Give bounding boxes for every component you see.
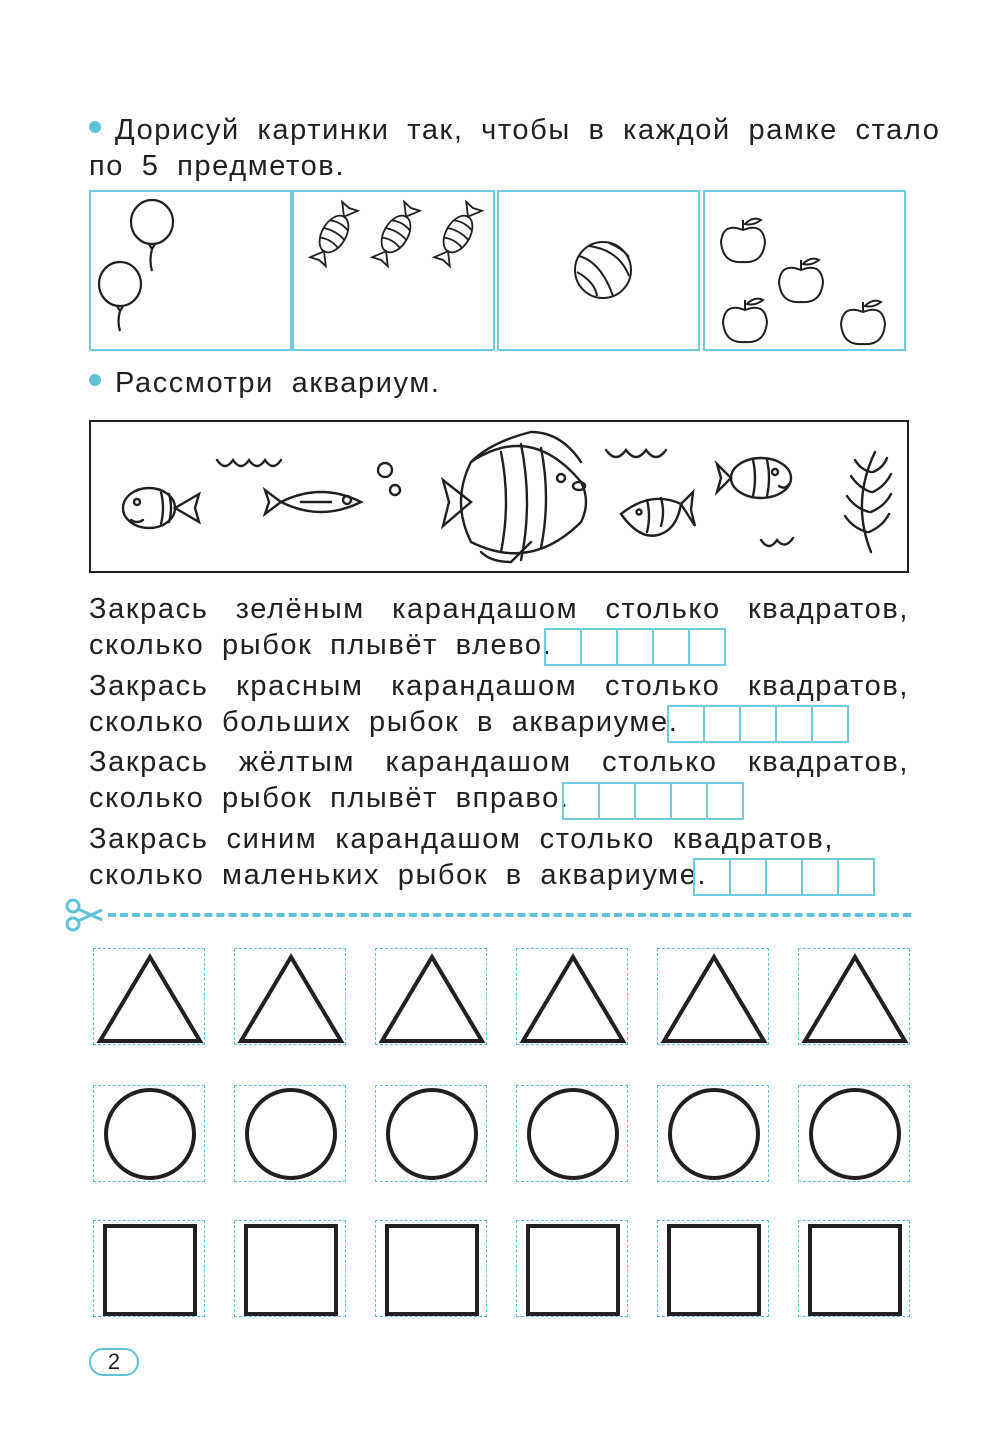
cutout-circle[interactable] xyxy=(93,1085,205,1182)
scissors-icon xyxy=(64,898,104,932)
bubble-icon xyxy=(378,463,392,477)
triangle-shape xyxy=(664,957,764,1041)
cutout-square[interactable] xyxy=(93,1220,205,1317)
answer-box[interactable] xyxy=(729,858,767,896)
cutout-square[interactable] xyxy=(375,1220,487,1317)
answer-box[interactable] xyxy=(544,628,582,666)
aquarium-picture xyxy=(89,420,909,573)
candy-icon xyxy=(370,200,423,267)
wave-icon xyxy=(761,538,793,546)
answer-box[interactable] xyxy=(670,782,708,820)
square-shape xyxy=(105,1226,195,1314)
question1-line2: сколько рыбок плывёт влево. xyxy=(89,629,553,661)
answer-box[interactable] xyxy=(765,858,803,896)
circle-shape xyxy=(811,1090,899,1178)
answer-box[interactable] xyxy=(580,628,618,666)
cutout-triangle[interactable] xyxy=(234,948,346,1045)
fish-icon xyxy=(265,490,361,514)
answer-box[interactable] xyxy=(667,705,705,743)
answer-box[interactable] xyxy=(562,782,600,820)
square-shape xyxy=(528,1226,618,1314)
square-shape xyxy=(246,1226,336,1314)
balloon-icon xyxy=(99,262,141,331)
fish-icon xyxy=(621,492,695,536)
square-shape xyxy=(387,1226,477,1314)
cutout-square[interactable] xyxy=(657,1220,769,1317)
question3-line1: Закрась жёлтым карандашом столько квадратов, xyxy=(89,746,909,778)
cutout-circle[interactable] xyxy=(798,1085,910,1182)
wave-icon xyxy=(217,460,281,466)
apple-icon xyxy=(841,301,885,345)
apple-icon xyxy=(779,259,823,303)
cutout-triangle[interactable] xyxy=(516,948,628,1045)
question2-line2: сколько больших рыбок в аквариуме. xyxy=(89,706,679,738)
cutout-circle[interactable] xyxy=(516,1085,628,1182)
answer-box[interactable] xyxy=(739,705,777,743)
answer-boxes-q3[interactable] xyxy=(562,782,744,818)
triangle-shape xyxy=(805,957,905,1041)
answer-boxes-q1[interactable] xyxy=(544,628,726,664)
square-shape xyxy=(810,1226,900,1314)
answer-box[interactable] xyxy=(775,705,813,743)
task1-instruction-line2: по 5 предметов. xyxy=(89,150,345,182)
answer-box[interactable] xyxy=(688,628,726,666)
fish-icon xyxy=(717,458,791,498)
big-fish-icon xyxy=(443,432,586,562)
apple-icon xyxy=(721,219,765,263)
circle-shape xyxy=(529,1090,617,1178)
square-shape xyxy=(669,1226,759,1314)
wave-icon xyxy=(606,450,666,457)
cutout-triangle[interactable] xyxy=(375,948,487,1045)
triangle-shape xyxy=(241,957,341,1041)
cutout-circle[interactable] xyxy=(234,1085,346,1182)
answer-boxes-q2[interactable] xyxy=(667,705,849,741)
triangle-shape xyxy=(382,957,482,1041)
frame-ball[interactable] xyxy=(497,190,700,351)
answer-box[interactable] xyxy=(616,628,654,666)
cutout-triangle[interactable] xyxy=(657,948,769,1045)
question4-line2: сколько маленьких рыбок в аквариуме. xyxy=(89,859,708,891)
cutout-circle[interactable] xyxy=(375,1085,487,1182)
task2-instruction: Рассмотри аквариум. xyxy=(89,365,909,401)
answer-box[interactable] xyxy=(598,782,636,820)
cutout-square[interactable] xyxy=(234,1220,346,1317)
triangle-shape xyxy=(523,957,623,1041)
frame-balloons[interactable] xyxy=(89,190,292,351)
answer-box[interactable] xyxy=(801,858,839,896)
answer-box[interactable] xyxy=(811,705,849,743)
answer-box[interactable] xyxy=(703,705,741,743)
balloon-icon xyxy=(131,200,173,271)
bubble-icon xyxy=(390,485,400,495)
fish-icon xyxy=(123,488,199,528)
question2-line1: Закрась красным карандашом столько квадратов, xyxy=(89,670,909,702)
answer-box[interactable] xyxy=(706,782,744,820)
triangle-shape xyxy=(100,957,200,1041)
bullet-icon xyxy=(89,374,101,386)
answer-box[interactable] xyxy=(634,782,672,820)
bullet-icon xyxy=(89,121,101,133)
cut-line xyxy=(108,913,911,917)
question1-line1: Закрась зелёным карандашом столько квадратов, xyxy=(89,593,909,625)
circle-shape xyxy=(106,1090,194,1178)
circle-shape xyxy=(388,1090,476,1178)
apple-icon xyxy=(723,299,767,343)
circle-shape xyxy=(247,1090,335,1178)
question3-line2: сколько рыбок плывёт вправо. xyxy=(89,782,570,814)
page-number: 2 xyxy=(89,1348,139,1376)
cutout-triangle[interactable] xyxy=(93,948,205,1045)
frame-apples[interactable] xyxy=(703,190,906,351)
answer-boxes-q4[interactable] xyxy=(693,858,875,894)
answer-box[interactable] xyxy=(693,858,731,896)
candy-icon xyxy=(432,200,485,267)
cutout-square[interactable] xyxy=(516,1220,628,1317)
answer-box[interactable] xyxy=(837,858,875,896)
question4-line1: Закрась синим карандашом столько квадратов, xyxy=(89,823,834,855)
circle-shape xyxy=(670,1090,758,1178)
task1-instruction-line1: Дорисуй картинки так, чтобы в каждой рамке стало xyxy=(89,112,909,148)
cutout-square[interactable] xyxy=(798,1220,910,1317)
seaweed-icon xyxy=(845,452,891,552)
frame-candies[interactable] xyxy=(292,190,495,351)
answer-box[interactable] xyxy=(652,628,690,666)
candy-icon xyxy=(308,200,361,267)
cutout-circle[interactable] xyxy=(657,1085,769,1182)
ball-icon xyxy=(575,242,631,298)
cutout-triangle[interactable] xyxy=(798,948,910,1045)
